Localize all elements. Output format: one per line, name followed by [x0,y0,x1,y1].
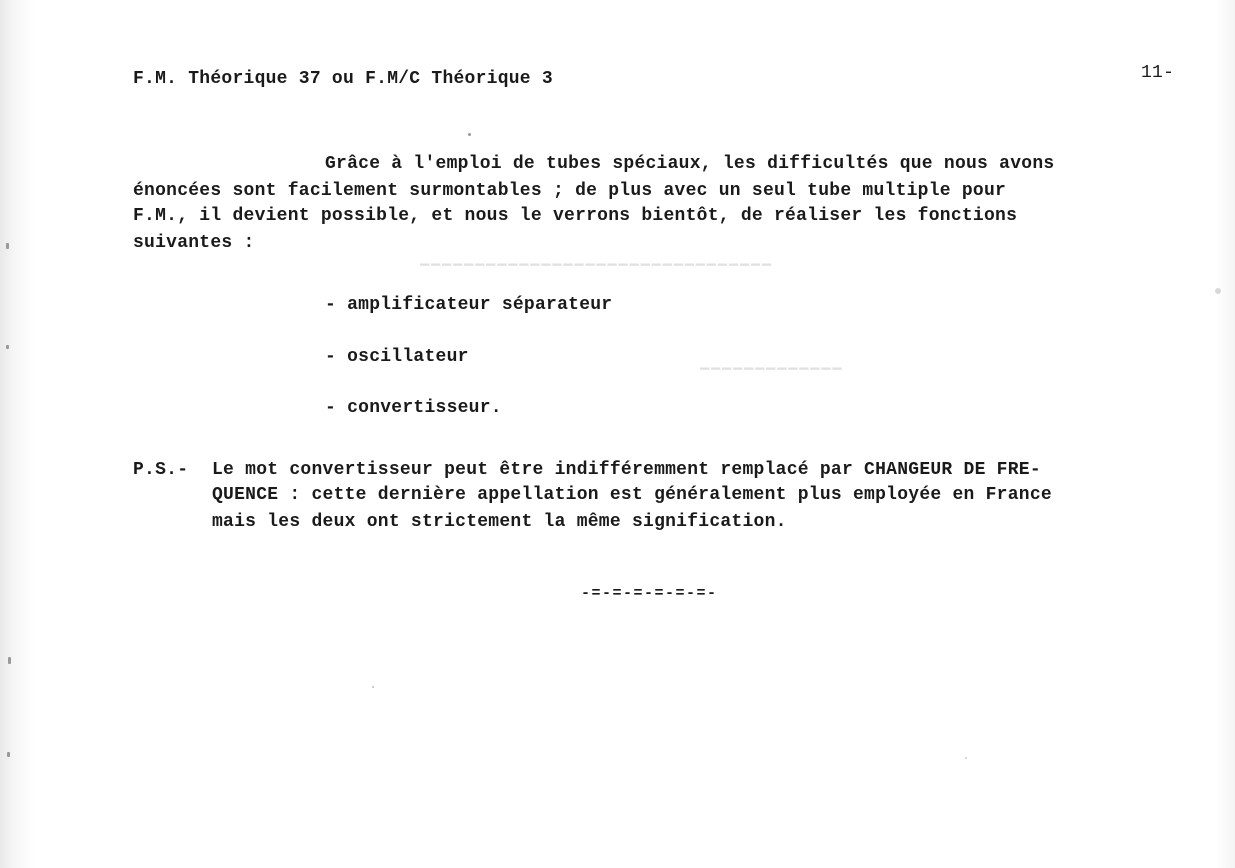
bleed-through-mark: ▁▁▁▁▁▁▁▁▁▁▁▁▁▁▁▁▁▁▁▁▁▁▁▁▁▁▁▁▁▁▁▁ [420,250,773,267]
ps-label: P.S.- [133,460,189,480]
paragraph-line: suivantes : [133,233,255,253]
ps-line: QUENCE : cette dernière appellation est généralement plus employée en France [212,485,1052,505]
scan-speck [8,657,11,664]
scan-speck [6,243,9,249]
scan-speck [1215,288,1221,294]
list-item: - amplificateur séparateur [325,295,613,315]
paragraph-line: F.M., il devient possible, et nous le verrons bientôt, de réaliser les fonctions [133,206,1018,226]
section-separator: -=-=-=-=-=-=- [581,585,718,602]
list-item: - convertisseur. [325,398,502,418]
ps-line: mais les deux ont strictement la même signification. [212,512,787,532]
page-number: 11- [1141,63,1175,83]
scan-speck [965,757,967,759]
paragraph-line: énoncées sont facilement surmontables ; de plus avec un seul tube multiple pour [133,181,1007,201]
scan-speck [372,686,374,688]
scan-speck [7,752,10,757]
list-item: - oscillateur [325,347,469,367]
bleed-through-mark: ▁▁▁▁▁▁▁▁▁▁▁▁▁ [700,354,844,371]
paragraph-line: Grâce à l'emploi de tubes spéciaux, les difficultés que nous avons [325,154,1055,174]
scan-speck [468,133,471,136]
scan-speck [6,345,9,349]
ps-line: Le mot convertisseur peut être indifféremment remplacé par CHANGEUR DE FRE- [212,460,1041,480]
page-header-title: F.M. Théorique 37 ou F.M/C Théorique 3 [133,69,553,89]
